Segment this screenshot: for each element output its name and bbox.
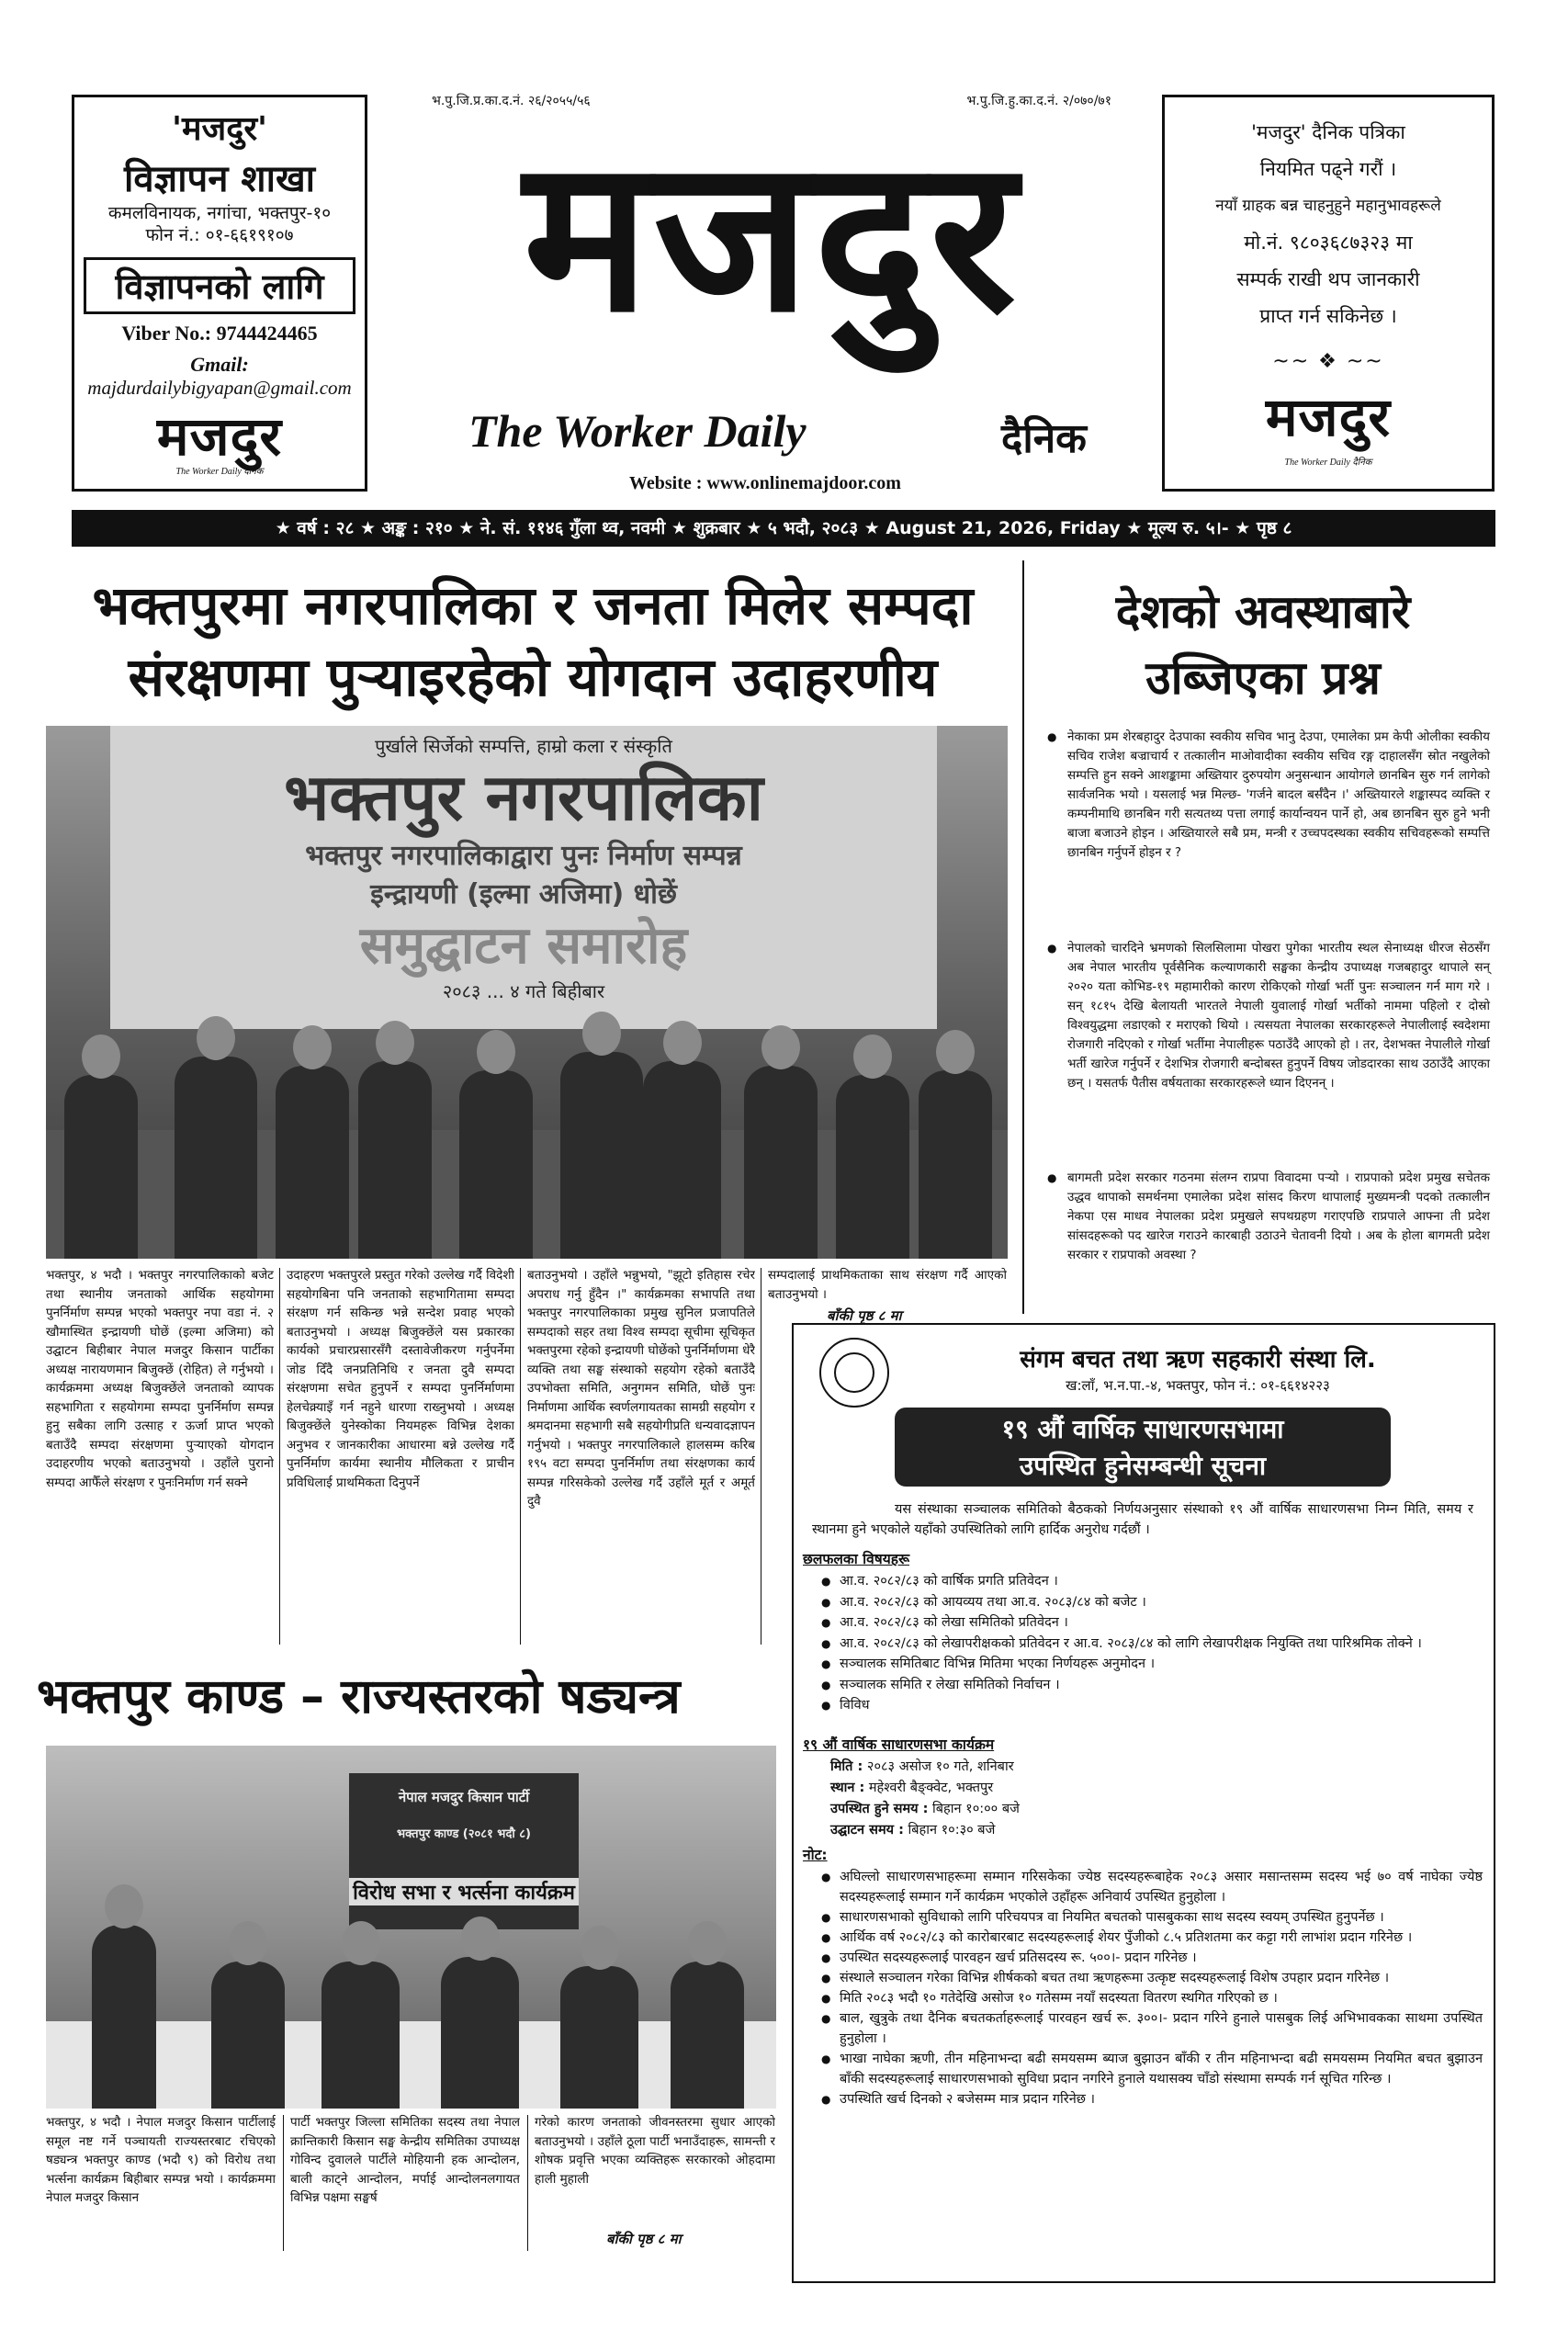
newspaper-dainik: दैनिक [1001, 415, 1087, 462]
event-banner-line1: नेपाल मजदुर किसान पार्टी [398, 1789, 530, 1805]
ad-left-title: 'मजदुर' [171, 110, 268, 148]
program-value: बिहान १०:०० बजे [932, 1802, 1020, 1816]
ad-right-logo: मजदुर [1265, 386, 1392, 448]
issue-info-bar: ★ वर्ष : २८ ★ अङ्क : २१० ★ ने. सं. ११४६ गुँला थ्व, नवमी ★ शुक्रबार ★ ५ भदौ, २०८३ ★ August 21, 2026, Friday ★ मूल्य रु. ५।- ★ पृष्ठ ८ [72, 510, 1495, 547]
story3-headline: भक्तपुर काण्ड – राज्यस्तरको षड्यन्त्र [37, 1669, 681, 1724]
ad-left-box [72, 95, 367, 492]
newspaper-logo: मजदुर [523, 114, 1021, 359]
notice-org-name: संगम बचत तथा ऋण सहकारी संस्था लि. [1020, 1346, 1376, 1374]
program-value: बिहान १०:३० बजे [908, 1823, 996, 1838]
photo-person [358, 1061, 432, 1259]
story3-continued: बाँकी पृष्ठ ८ मा [606, 2231, 682, 2247]
section-divider [1022, 560, 1024, 1314]
ad-left-logo: मजदुर [156, 405, 283, 468]
photo-person [671, 1962, 744, 2109]
story1-headline-line1: भक्तपुरमा नगरपालिका र जनता मिलेर सम्पदा [92, 574, 974, 637]
story3-photo [46, 1746, 776, 2109]
photo-person [211, 1962, 285, 2109]
column-rule [527, 2115, 528, 2251]
masthead [404, 92, 1139, 496]
banner-main-text: भक्तपुर नगरपालिका [284, 760, 763, 835]
notice-title-line1: १९ औं वार्षिक साधारणसभामा [1001, 1414, 1284, 1444]
notice-org-address: ख:लाँ, भ.न.पा.-४, भक्तपुर, फोन नं.: ०१-६६१४२२३ [1066, 1377, 1330, 1394]
note-item: ● अघिल्लो साधारणसभाहरूमा सम्मान गरिसकेका ज्येष्ठ सदस्यहरूबाहेक २०८३ असार मसान्तसम्म सदस्य भई ७० वर्ष नाघेका ज्येष्ठ सदस्यहरूलाई सम्मान गर्ने कार्यक्रम भएकोले उहाँहरू अनिवार्य उपस्थित हुनुहोला । [821, 1867, 1483, 1907]
notice-agenda-title: छलफलका विषयहरू [803, 1551, 910, 1567]
ad-right-line: 'मजदुर' दैनिक पत्रिका [1251, 121, 1405, 143]
story1-headline-line2: संरक्षणमा पुऱ्याइरहेको योगदान उदाहरणीय [128, 646, 938, 708]
program-value: २०८३ असोज १० गते, शनिबार [866, 1759, 1014, 1774]
banner-line3-text: इन्द्रायणी (इल्मा अजिमा) धोछें [370, 878, 677, 910]
story2-bullet: ● नेपालको चारदिने भ्रमणको सिलसिलामा पोखरा पुगेका भारतीय स्थल सेनाध्यक्ष धीरज सेठसँग अब नेपाल भारतीय पूर्वसैनिक कल्याणकारी सङ्घका केन्द्रीय उपाध्यक्ष गजबहादुर थापाले सन् २०२० यता कोभिड-१९ महामारीको कारण रोकिएको गोर्खा भर्ती पुनः सञ्चालन गर्न माग गरे । सन् १८१५ देखि बेलायती भारतले नेपाली युवालाई गोर्खा भर्तीको नाममा पहिलो र दोस्रो विश्वयुद्धमा लडाएको र मराएको थियो । त्यसयता नेपालका सरकारहरूले नेपालीलाई स्वदेशमा रोजगारी नदिएको र गोर्खा भर्तीमा नेपालीहरू पठाउँदै आएको हो । तर, देशभक्त नेपालीले गोर्खा भर्ती खारेज गर्नुपर्ने र देशभित्र रोजगारी बन्दोबस्त हुनुपर्ने विषय जोडदारका साथ उठाउँदै आएका छन् । यसतर्फ पैतीस वर्षयताका सरकारहरूले ध्यान दिएनन् । [1067, 939, 1490, 1093]
ad-right-line: सम्पर्क राखी थप जानकारी [1236, 268, 1420, 290]
ad-right-line: मो.नं. ९८०३६८७३२३ मा [1244, 232, 1413, 254]
story2-bullet: ● नेकाका प्रम शेरबहादुर देउपाका स्वकीय सचिव भानु देउपा, एमालेका प्रम केपी ओलीका स्वकीय सचिव राजेश बज्राचार्य र तत्कालीन माओवादीका स्वकीय सचिव रङ्ग दाहालसँग स्रोत नखुलेको सम्पत्ति हुन सक्ने आशङ्कामा अख्तियार दुरुपयोग अनुसन्धान आयोगले छानबिन सुरु गर्न लागेको सार्वजनिक भयो । यसलाई भन्न मिल्छ- 'गर्जने बादल बर्सँदैन ।' अख्तियारले शङ्कास्पद व्यक्ति र कम्पनीमाथि छानबिन गरी सत्यतथ्य पत्ता लगाई कार्यान्वयन पार्ने हो, अब छानबिन सुरु हुने भनी बाजा बजाउने होइन । अख्तियारले सबै प्रम, मन्त्री र उच्चपदस्थका स्वकीय सचिवहरूको सम्पत्ति छानबिन गर्नुपर्ने होइन र ? [1067, 728, 1490, 863]
note-item: ● भाखा नाघेका ऋणी, तीन महिनाभन्दा बढी समयसम्म ब्याज बुझाउन बाँकी र तीन महिनाभन्दा बढी समयसम्म नियमित बचत बुझाउन बाँकी सदस्यहरूलाई साधारणसभाको सुविधा प्रदान नगरिने हुनाले यथासक्य चाँडो संस्थामा सम्पर्क गर्न सूचित गरिन्छ । [821, 2049, 1483, 2089]
photo-person [744, 1066, 818, 1259]
notice-agenda-list [821, 1571, 1473, 1716]
photo-person [92, 1925, 156, 2109]
agenda-item: ● आ.व. २०८२/८३ को लेखापरीक्षकको प्रतिवेदन र आ.व. २०८३/८४ को लागि लेखापरीक्षक नियुक्ति तथा पारिश्रमिक तोक्ने । [821, 1634, 1473, 1655]
notice-note-title: नोट: [803, 1847, 828, 1863]
notice-program [830, 1757, 1473, 1841]
note-item: ● उपस्थित सदस्यहरूलाई पारवहन खर्च प्रतिसदस्य रू. ५००।- प्रदान गरिनेछ । [821, 1948, 1483, 1968]
agenda-item: ● आ.व. २०८२/८३ को आयव्यय तथा आ.व. २०८३/८४ को बजेट । [821, 1592, 1473, 1613]
ad-right-line: नयाँ ग्राहक बन्न चाहनुहुने महानुभावहरूले [1215, 197, 1441, 215]
photo-event-banner [349, 1773, 579, 1929]
photo-person [175, 1057, 257, 1259]
cooperative-notice [792, 1323, 1495, 2283]
program-value: महेश्वरी बैङ्क्वेट, भक्तपुर [868, 1781, 994, 1795]
photo-person [441, 1957, 519, 2109]
ad-left-cta: विज्ञापनको लागि [84, 257, 355, 314]
banner-line4-text: समुद्घाटन समारोह [359, 916, 688, 976]
note-item: ● बाल, खुत्रुके तथा दैनिक बचतकर्ताहरूलाई पारवहन खर्च रू. ३००।- प्रदान गरिने हुनाले पासबुक लिई अभिभावकका साथमा उपस्थित हुनुहोला । [821, 2008, 1483, 2049]
story2-headline-line2: उब्जिएका प्रश्न [1145, 651, 1381, 705]
ad-right-logo-sub: The Worker Daily दैनिक [1284, 458, 1372, 468]
column-rule [279, 1268, 280, 1645]
program-label: उद्घाटन समय : [830, 1823, 904, 1838]
ad-left-email[interactable]: majdurdailybigyapan@gmail.com [87, 377, 352, 399]
story1-continued: बाँकी पृष्ठ ८ मा [827, 1307, 902, 1324]
story3-column-3: गरेको कारण जनताको जीवनस्तरमा सुधार आएको बताउनुभयो । उहाँले ठूला पार्टी भनाउँदाहरू, सामन्ती र शोषक प्रवृत्ति भएका व्यक्तिहरू सरकारको ओहदामा हाली मुहाली [535, 2115, 775, 2187]
note-item: ● साधारणसभाको सुविधाको लागि परिचयपत्र वा नियमित बचतको पासबुकका साथ सदस्य स्वयम् उपस्थित हुनुपर्नेछ । [821, 1907, 1483, 1928]
notice-program-title: १९ औं वार्षिक साधारणसभा कार्यक्रम [803, 1736, 995, 1753]
program-label: स्थान : [830, 1781, 865, 1795]
banner-date-text: २०८३ ... ४ गते बिहीबार [442, 980, 605, 1002]
story3-column-2: पार्टी भक्तपुर जिल्ला समितिका सदस्य तथा नेपाल क्रान्तिकारी किसान सङ्घ केन्द्रीय समितिका उपाध्यक्ष गोविन्द दुवालले पार्टीले मोहियानी हक आन्दोलन, बाली काट्ने आन्दोलन, मर्पाई आन्दोलनलगायत विभिन्न पक्षमा सङ्घर्ष [290, 2115, 520, 2205]
story1-column-4: सम्पदालाई प्राथमिकताका साथ संरक्षण गर्दै आएको बताउनुभयो । [768, 1268, 1007, 1302]
story2-headline [1038, 579, 1488, 711]
ad-left-email-label: Gmail: [190, 353, 249, 376]
story1-photo [46, 726, 1008, 1259]
photo-person [64, 1075, 138, 1259]
note-item: ● मिति २०८३ भदौ १० गतेदेखि असोज १० गतेसम्म नयाँ सदस्यता वितरण स्थगित गरिएको छ । [821, 1988, 1483, 2008]
story2-bullet: ● बागमती प्रदेश सरकार गठनमा संलग्न राप्रपा विवादमा पऱ्यो । राप्रपाको प्रदेश प्रमुख सचेतक उद्धव थापाको समर्थनमा एमालेका प्रदेश सांसद किरण थापालाई मुख्यमन्त्री पदको तत्कालीन नेकपा एस माधव नेपालका प्रदेश प्रमुखले सपथग्रहण गराएपछि राप्रपाले आफ्ना ती प्रदेश सांसदहरूको पद खारेज गराउने कारबाही उठाउने चेतावनी दियो । अब के होला बागमती प्रदेश सरकार र राप्रपाको अवस्था ? [1067, 1169, 1490, 1265]
agenda-item: ● सञ्चालक समिति र लेखा समितिको निर्वाचन । [821, 1675, 1473, 1696]
ad-left-address: कमलविनायक, नगांचा, भक्तपुर-१० [107, 203, 332, 223]
website-link[interactable]: Website : www.onlinemajdoor.com [629, 473, 901, 493]
photo-person [276, 1066, 349, 1259]
story2-headline-line1: देशको अवस्थाबारे [1115, 585, 1411, 639]
event-banner-line3: विरोध सभा र भर्त्सना कार्यक्रम [349, 1878, 579, 1905]
cooperative-seal-icon [819, 1338, 889, 1408]
banner-line2-text: भक्तपुर नगरपालिकाद्वारा पुनः निर्माण सम्पन्न [305, 840, 742, 872]
note-item: ● उपस्थिति खर्च दिनको २ बजेसम्म मात्र प्रदान गरिनेछ । [821, 2089, 1483, 2109]
registration-right: भ.पु.जि.हु.का.द.नं. २/०७०/७१ [966, 94, 1111, 108]
photo-person [321, 1962, 400, 2109]
newspaper-tagline: The Worker Daily [468, 405, 807, 457]
ad-left-subtitle: विज्ञापन शाखा [123, 158, 316, 200]
story1-column-3: बताउनुभयो । उहाँले भन्नुभयो, "झूटो इतिहास रचेर अपराध गर्नु हुँदैन ।" कार्यक्रमका सभापति तथा भक्तपुर नगरपालिकाका प्रमुख सुनिल प्रजापतिले सम्पदाको सहर तथा विश्व सम्पदा सूचीमा सूचिकृत भक्तपुरमा रहेको इन्द्रायणी घोछेंको पुनर्निर्माणमा धेरै व्यक्ति तथा सङ्घ संस्थाको सहयोग रहेको बताउँदै उपभोक्ता समिति, अनुगमन समिति, घोछें पुनः निर्माणमा आर्थिक स्वर्णलगायतका सामग्री सहयोग र श्रमदानमा सहभागी सबै सहयोगीप्रति धन्यवादज्ञापन गर्नुभयो । भक्तपुर नगरपालिकाले हालसम्म करिब १९५ वटा सम्पदा पुनर्निर्माण तथा संरक्षणका कार्य सम्पन्न गरिसकेको उल्लेख गर्दै उहाँले मूर्त र अमूर्त दुवै [527, 1268, 755, 1509]
note-item: ● आर्थिक वर्ष २०८२/८३ को कारोबारबाट सदस्यहरूलाई शेयर पुँजीको ८.५ प्रतिशतमा कर कट्टा गरी लाभांश प्रदान गरिनेछ । [821, 1928, 1483, 1948]
program-label: उपस्थित हुने समय : [830, 1802, 929, 1816]
notice-notes-list [821, 1867, 1483, 2109]
note-item: ● संस्थाले सञ्चालन गरेका विभिन्न शीर्षकको बचत तथा ऋणहरूमा उत्कृष्ट सदस्यहरूलाई विशेष उपहार प्रदान गरिनेछ । [821, 1968, 1483, 1988]
agenda-item: ● आ.व. २०८२/८३ को लेखा समितिको प्रतिवेदन । [821, 1612, 1473, 1634]
agenda-item: ● विविध [821, 1695, 1473, 1716]
agenda-item: ● आ.व. २०८२/८३ को वार्षिक प्रगति प्रतिवेदन । [821, 1571, 1473, 1592]
story1-column-2: उदाहरण भक्तपुरले प्रस्तुत गरेको उल्लेख गर्दै विदेशी सहयोगबिना पनि जनताको सहभागितामा सम्पदा संरक्षण गर्न सकिन्छ भन्ने सन्देश प्रवाह भएको बताउनुभयो । अध्यक्ष बिजुक्छेंले यस प्रकारका कार्यको प्रचारप्रसारसँगै दस्तावेजीकरण गर्नुपर्नेमा जोड दिँदै जनप्रतिनिधि र जनता दुवै सम्पदा संरक्षणमा सचेत हुनुपर्ने र सम्पदा पुनर्निर्माणमा हेलचेक्र्याइँ गर्न नहुने धारणा राख्नुभयो । अध्यक्ष बिजुक्छेंले युनेस्कोका नियमहरू विभिन्न देशका अनुभव र जानकारीका आधारमा बन्ने उल्लेख गर्दै पुनर्निर्माण कार्यमा स्थानीय मौलिकता र प्राचीन प्रविधिलाई प्राथमिकता दिनुपर्ने [287, 1268, 514, 1490]
ad-right-box [1162, 95, 1495, 492]
ad-left-logo-sub: The Worker Daily दैनिक [175, 467, 264, 477]
notice-intro: यस संस्थाका सञ्चालक समितिको बैठकको निर्णयअनुसार संस्थाको १९ औं वार्षिक साधारणसभा निम्न मिति, समय र स्थानमा हुने भएकोले यहाँको उपस्थितिको लागि हार्दिक अनुरोध गर्दछौं । [812, 1502, 1473, 1537]
photo-person [560, 1966, 638, 2109]
ad-left-phone: फोन नं.: ०१-६६१९१०७ [145, 225, 294, 245]
column-rule [520, 1268, 521, 1645]
photo-person [919, 1070, 992, 1259]
story1-column-1: भक्तपुर, ४ भदौ । भक्तपुर नगरपालिकाको बजेट तथा स्थानीय जनताको आर्थिक सहयोगमा पुनर्निर्माण सम्पन्न भएको भक्तपुर नपा वडा नं. २ खौमास्थित इन्द्रायणी घोछें (इल्मा अजिमा) को उद्घाटन बिहीबार नेपाल मजदुर किसान पार्टीका अध्यक्ष नारायणमान बिजुक्छें (रोहित) ले गर्नुभयो । कार्यक्रममा अध्यक्ष बिजुक्छेंले जनताको व्यापक सहभागिता र सहयोगमा सम्पदा पुनर्निर्माण सम्पन्न हुनु सबैका लागि उत्साह र ऊर्जा प्राप्त भएको बताउँदै सम्पदा संरक्षणमा पुऱ्याएको योगदान उदाहरणीय भएको बताउनुभयो । उहाँले पुरानो सम्पदा आफैँले संरक्षण र पुनःनिर्माण गर्न सक्ने [46, 1268, 274, 1490]
column-rule [283, 2115, 284, 2251]
photo-person [560, 1052, 643, 1259]
agenda-item: ● सञ्चालक समितिबाट विभिन्न मितिमा भएका निर्णयहरू अनुमोदन । [821, 1654, 1473, 1675]
photo-person [643, 1061, 721, 1259]
story1-headline [37, 570, 1029, 713]
ad-right-line: नियमित पढ्ने गरौं । [1259, 158, 1397, 180]
photo-person [459, 1070, 533, 1259]
program-label: मिति : [830, 1759, 863, 1774]
registration-left: भ.पु.जि.प्र.का.द.नं. २६/२०५५/५६ [432, 94, 591, 108]
ad-left-viber: Viber No.: 9744424465 [121, 322, 318, 345]
notice-title-banner [895, 1408, 1391, 1487]
photo-backdrop-banner [110, 726, 937, 1029]
photo-person [836, 1075, 909, 1259]
ornament-divider-icon: ~~ ❖ ~~ [1272, 350, 1384, 373]
notice-title-line2: उपस्थित हुनेसम्बन्धी सूचना [1019, 1451, 1267, 1481]
ad-right-line: प्राप्त गर्न सकिनेछ । [1259, 305, 1397, 327]
story3-column-1: भक्तपुर, ४ भदौ । नेपाल मजदुर किसान पार्टीलाई समूल नष्ट गर्ने पञ्चायती राज्यस्तरबाट रचिएको षड्यन्त्र भक्तपुर काण्ड (भदौ ९) को विरोध तथा भर्त्सना कार्यक्रम बिहीबार सम्पन्न भयो । कार्यक्रममा नेपाल मजदुर किसान [46, 2115, 276, 2205]
banner-top-text: पुर्खाले सिर्जेको सम्पत्ति, हाम्रो कला र संस्कृति [375, 735, 672, 757]
event-banner-line2: भक्तपुर काण्ड (२०८१ भदौ ८) [397, 1827, 531, 1841]
